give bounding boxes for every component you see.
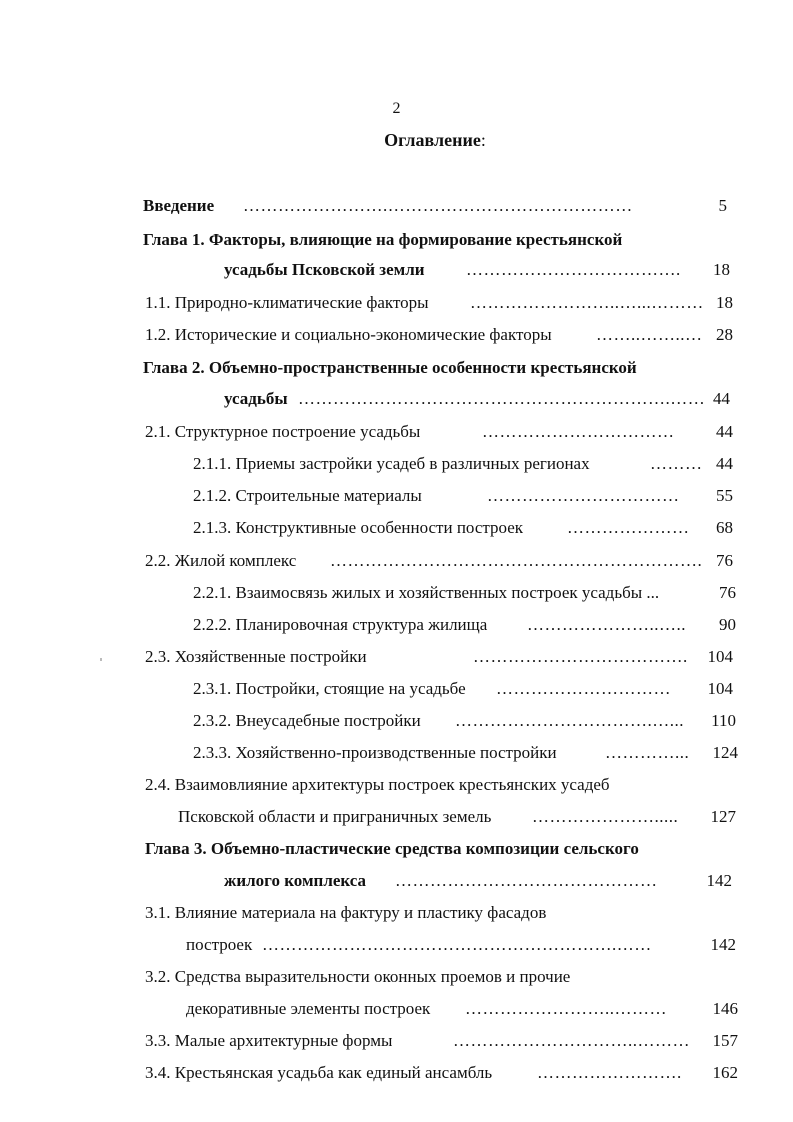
page-title [0, 130, 793, 151]
toc-entry-3-4: 3.4. Крестьянская усадьба как единый ансамбль [145, 1063, 493, 1082]
toc-entry-ch1: Глава 1. Факторы, влияющие на формирование крестьянской [143, 230, 623, 249]
toc-leader: ……………………..…...……… [470, 293, 704, 312]
toc-page: 76 [716, 551, 733, 570]
toc-page: 162 [712, 1063, 738, 1082]
title-colon: : [480, 130, 486, 150]
toc-entry-2-3: 2.3. Хозяйственные постройки [145, 647, 367, 666]
toc-page: 127 [710, 807, 736, 826]
toc-page: 157 [712, 1031, 738, 1050]
toc-page: 55 [716, 486, 733, 505]
toc-entry-1-1: 1.1. Природно-климатические факторы [145, 293, 429, 312]
toc-entry-ch2-cont: усадьбы [224, 389, 288, 408]
toc-leader: …………………..….. [527, 615, 686, 634]
toc-leader: ……………………………………… [395, 871, 658, 890]
toc-leader: …………………………..……… [453, 1031, 690, 1050]
page-number: 2 [392, 100, 401, 117]
toc-entry-ch2: Глава 2. Объемно-пространственные особенности крестьянской [143, 358, 637, 377]
toc-leader: ……..……..… [596, 325, 703, 344]
toc-entry-2-4-cont: Псковской области и приграничных земель [178, 807, 492, 826]
toc-page: 44 [716, 454, 733, 473]
toc-entry-1-2: 1.2. Исторические и социально-экономические факторы [145, 325, 552, 344]
toc-page: 104 [707, 647, 733, 666]
toc-entry-2-1-1: 2.1.1. Приемы застройки усадеб в различных регионах [193, 454, 590, 473]
toc-entry-3-3: 3.3. Малые архитектурные формы [145, 1031, 393, 1050]
toc-leader: ……… [650, 454, 703, 473]
toc-page: 18 [713, 260, 730, 279]
toc-page: 90 [719, 615, 736, 634]
toc-entry-2-3-3: 2.3.3. Хозяйственно-производственные постройки [193, 743, 557, 762]
toc-entry-3-1: 3.1. Влияние материала на фактуру и пластику фасадов [145, 903, 547, 922]
toc-leader: …………………………….…... [455, 711, 684, 730]
toc-entry-2-4: 2.4. Взаимовлияние архитектуры построек крестьянских усадеб [145, 775, 610, 794]
toc-entry-2-2-1: 2.2.1. Взаимосвязь жилых и хозяйственных построек усадьбы ... [193, 583, 660, 602]
toc-entry-2-2: 2.2. Жилой комплекс [145, 551, 297, 570]
toc-leader: ……………………..……… [465, 999, 667, 1018]
toc-entry-ch3: Глава 3. Объемно-пластические средства композиции сельского [145, 839, 639, 858]
toc-leader: ………………………………. [473, 647, 688, 666]
toc-entry-2-3-1: 2.3.1. Постройки, стоящие на усадьбе [193, 679, 466, 698]
toc-leader: ………………………………. [466, 260, 681, 279]
toc-entry-2-1: 2.1. Структурное построение усадьбы [145, 422, 421, 441]
toc-leader: ……………………………………………………….…… [298, 389, 706, 408]
toc-leader: …………………….…………………………………… [243, 196, 633, 215]
toc-entry-3-2-cont: декоративные элементы построек [186, 999, 431, 1018]
toc-page: 142 [710, 935, 736, 954]
toc-page: 110 [711, 711, 736, 730]
toc-entry-3-1-cont: построек [186, 935, 253, 954]
toc-leader: ………………………………………………………. [330, 551, 703, 570]
toc-page: 44 [716, 422, 733, 441]
toc-entry-2-2-2: 2.2.2. Планировочная структура жилища [193, 615, 488, 634]
toc-page: 68 [716, 518, 733, 537]
toc-leader: …………………………………………………….…… [262, 935, 652, 954]
scan-speck [100, 658, 102, 661]
toc-leader: …………………………… [487, 486, 680, 505]
toc-entry-3-2: 3.2. Средства выразительности оконных проемов и прочие [145, 967, 571, 986]
toc-page: 5 [718, 196, 727, 215]
toc-label: Введение [143, 196, 215, 215]
toc-entry-intro [143, 195, 214, 217]
toc-leader: …………………………… [482, 422, 675, 441]
toc-leader: …………... [605, 743, 690, 762]
toc-leader: ………………………… [496, 679, 671, 698]
toc-page: 18 [716, 293, 733, 312]
toc-page: 76 [719, 583, 736, 602]
toc-entry-ch3-cont: жилого комплекса [224, 871, 367, 890]
toc-leader: ……………………. [537, 1063, 682, 1082]
toc-entry-2-1-2: 2.1.2. Строительные материалы [193, 486, 422, 505]
toc-page: 142 [706, 871, 732, 890]
toc-leader: ………………… [567, 518, 690, 537]
toc-entry-ch1-cont: усадьбы Псковской земли [224, 260, 425, 279]
toc-entry-2-1-3: 2.1.3. Конструктивные особенности построек [193, 518, 524, 537]
toc-page: 104 [707, 679, 733, 698]
toc-page: 44 [713, 389, 730, 408]
title-text: Оглавление [384, 130, 481, 150]
toc-page: 124 [712, 743, 738, 762]
toc-page: 146 [712, 999, 738, 1018]
toc-entry-2-3-2: 2.3.2. Внеусадебные постройки [193, 711, 421, 730]
toc-page: 28 [716, 325, 733, 344]
toc-leader: …………………..... [532, 807, 679, 826]
